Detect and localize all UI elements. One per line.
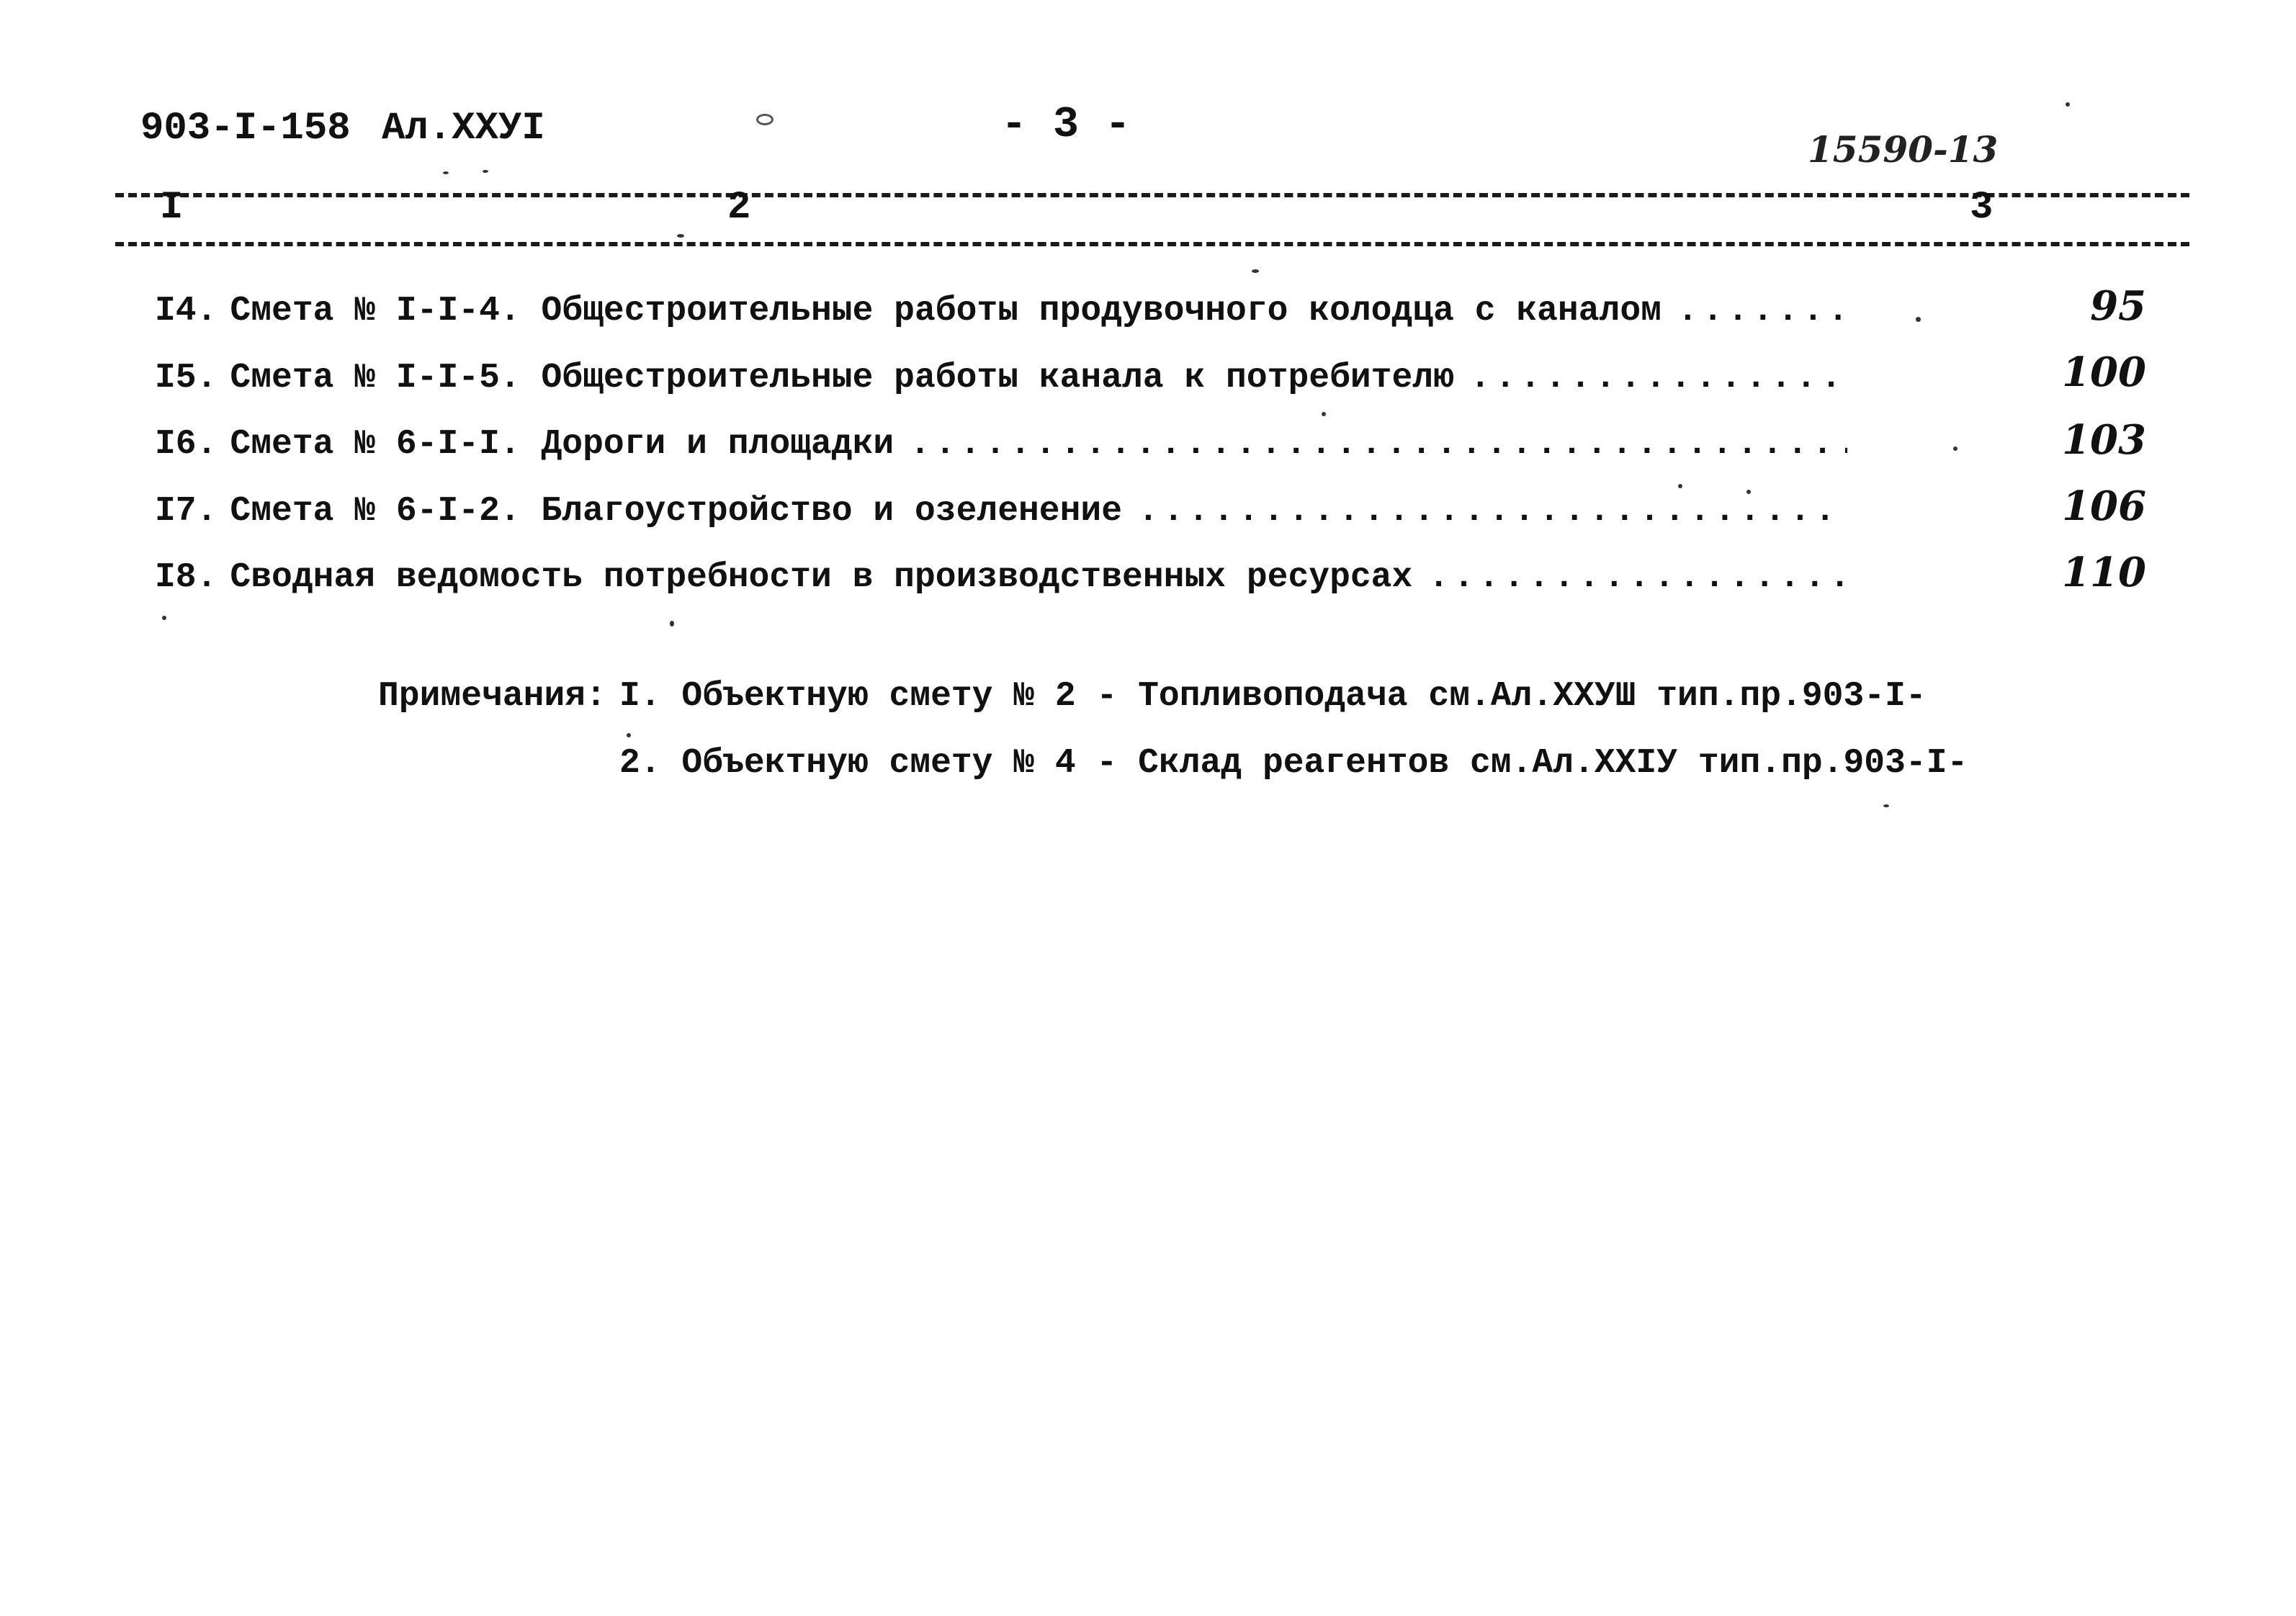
- header-bottom-rule: [115, 242, 2189, 246]
- scan-speck: [162, 616, 166, 620]
- toc-row-number: I7.: [155, 492, 218, 531]
- column-2-heading: 2: [727, 186, 751, 230]
- toc-row-page: 103: [2062, 416, 2146, 464]
- notes-label: Примечания:: [378, 677, 606, 716]
- toc-row-page: 95: [2090, 282, 2146, 330]
- dot-leader: [1138, 492, 1847, 531]
- scan-speck: [1916, 317, 1921, 322]
- scan-speck: [1252, 269, 1259, 273]
- scan-speck: [756, 114, 773, 125]
- toc-row: [155, 425, 1847, 475]
- document-code: 903-I-158: [140, 107, 351, 151]
- page-mark: - 3 -: [1001, 101, 1131, 150]
- toc-row: [155, 558, 1847, 609]
- dot-leader: [1470, 359, 1847, 398]
- scan-speck: [1883, 804, 1889, 807]
- archive-number: 15590-13: [1808, 128, 1999, 171]
- scan-speck: [2066, 102, 2070, 107]
- toc-row-number: I8.: [155, 558, 218, 597]
- toc-row-title: Смета № I-I-5. Общестроительные работы канала к потребителю: [230, 359, 1454, 398]
- column-1-heading: I: [160, 186, 184, 230]
- toc-row-title: Смета № I-I-4. Общестроительные работы продувочного колодца с каналом: [230, 292, 1662, 331]
- note-item: 2. Объектную смету № 4 - Склад реагентов см.Ал.XXIУ тип.пр.903-I-: [619, 744, 1968, 783]
- dot-leader: [1428, 558, 1847, 597]
- album-number: Ал.XXУI: [382, 107, 545, 151]
- column-3-heading: 3: [1970, 186, 1994, 230]
- scan-speck: [1678, 484, 1682, 488]
- scan-speck: [443, 171, 449, 174]
- scan-speck: [1953, 446, 1958, 451]
- toc-row: [155, 292, 1847, 342]
- note-item: I. Объектную смету № 2 - Топливоподача см.Ал.XXУШ тип.пр.903-I-: [619, 677, 1927, 716]
- toc-row-title: Смета № 6-I-I. Дороги и площадки: [230, 425, 894, 464]
- toc-row: [155, 492, 1847, 542]
- scan-speck: [677, 234, 684, 238]
- dot-leader: [1677, 292, 1847, 331]
- toc-row: [155, 359, 1847, 409]
- toc-row-page: 110: [2062, 549, 2146, 596]
- header-top-rule: [115, 193, 2189, 197]
- toc-row-title: Сводная ведомость потребности в производственных ресурсах: [230, 558, 1413, 597]
- scan-speck: [670, 621, 674, 627]
- scan-speck: [1322, 412, 1326, 416]
- toc-row-number: I5.: [155, 359, 218, 398]
- scan-speck: [483, 170, 488, 173]
- toc-row-number: I6.: [155, 425, 218, 464]
- scan-speck: [1746, 490, 1751, 494]
- toc-row-title: Смета № 6-I-2. Благоустройство и озеленение: [230, 492, 1123, 531]
- scan-speck: [627, 733, 631, 737]
- toc-row-number: I4.: [155, 292, 218, 331]
- dot-leader: [910, 425, 1847, 464]
- toc-row-page: 106: [2062, 482, 2146, 530]
- toc-row-page: 100: [2062, 349, 2146, 396]
